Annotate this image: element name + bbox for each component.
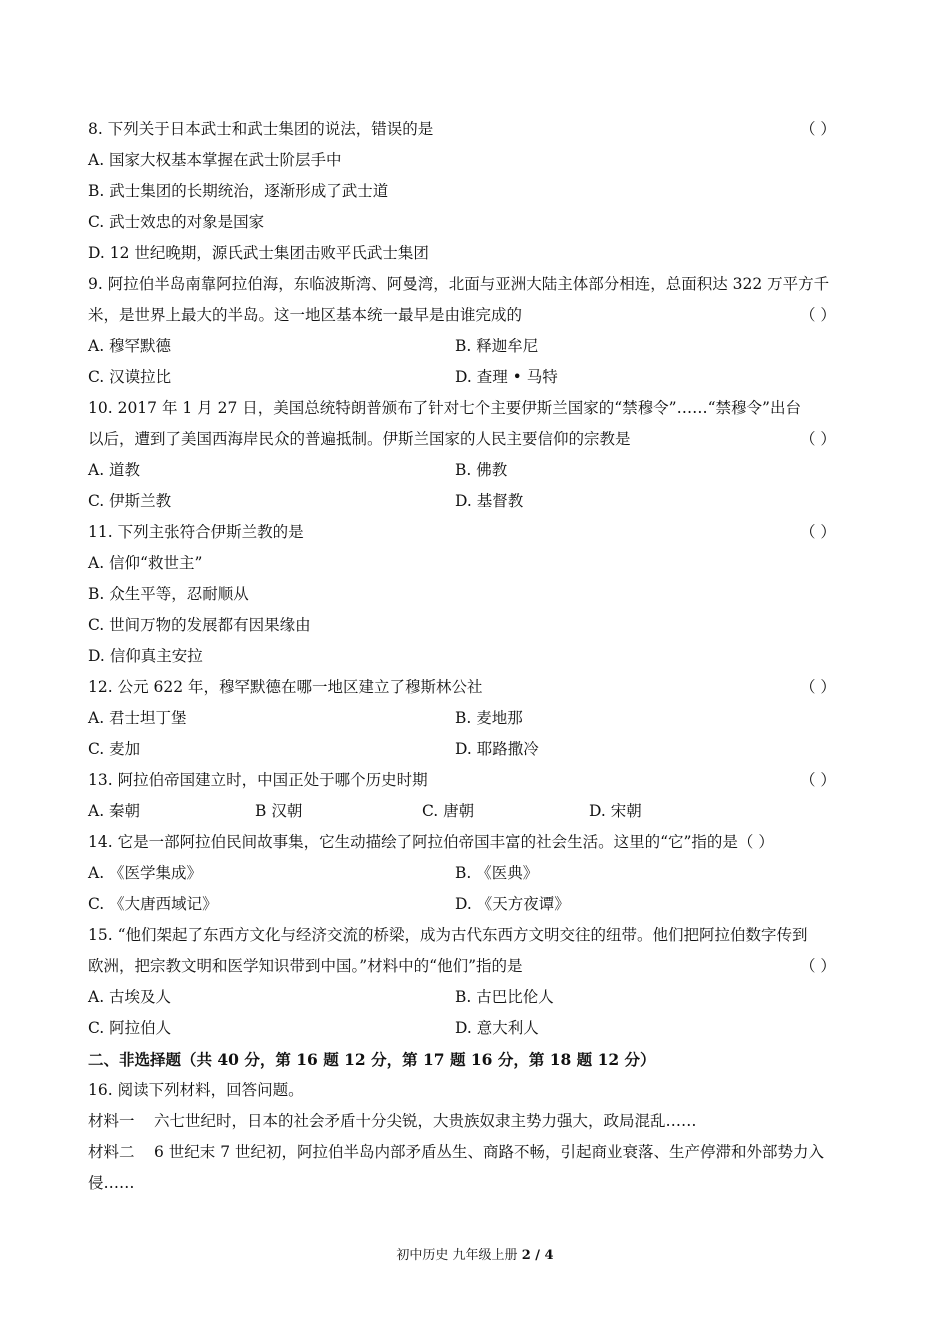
question-13-option-d[interactable]: D. 宋朝 — [589, 802, 642, 820]
question-14-option-c[interactable]: C. 《大唐西域记》 — [88, 895, 218, 913]
answer-blank[interactable]: （ ） — [800, 678, 836, 696]
question-12-option-b[interactable]: B. 麦地那 — [455, 709, 523, 727]
answer-blank[interactable]: （ ） — [800, 523, 836, 541]
question-10-option-c[interactable]: C. 伊斯兰教 — [88, 492, 172, 510]
question-11-option-a[interactable]: A. 信仰“救世主” — [88, 554, 203, 572]
question-14-option-a[interactable]: A. 《医学集成》 — [88, 864, 203, 882]
question-15-option-c[interactable]: C. 阿拉伯人 — [88, 1019, 172, 1037]
question-15-stem-line2: 欧洲，把宗教文明和医学知识带到中国。”材料中的“他们”指的是 （ ） — [88, 951, 864, 982]
question-15-option-a[interactable]: A. 古埃及人 — [88, 988, 172, 1006]
question-13-option-c[interactable]: C. 唐朝 — [422, 802, 475, 820]
question-15-option-d[interactable]: D. 意大利人 — [455, 1019, 539, 1037]
question-8-option-d[interactable]: D. 12 世纪晚期，源氏武士集团击败平氏武士集团 — [88, 244, 429, 262]
question-9-option-d[interactable]: D. 查理 • 马特 — [455, 368, 558, 386]
material-2-line1 — [88, 1137, 864, 1168]
question-14-options-row2 — [88, 889, 864, 920]
question-10-options-row2 — [88, 486, 864, 517]
question-12-options-row1 — [88, 703, 864, 734]
question-13-stem: 13. 阿拉伯帝国建立时，中国正处于哪个历史时期 （ ） — [88, 765, 864, 796]
question-12-option-d[interactable]: D. 耶路撒冷 — [455, 740, 539, 758]
answer-blank[interactable]: （ ） — [800, 771, 836, 789]
exam-page — [88, 114, 864, 1199]
question-13-options-row — [88, 796, 864, 827]
question-8-option-a[interactable]: A. 国家大权基本掌握在武士阶层手中 — [88, 151, 342, 169]
question-14-option-b[interactable]: B. 《医典》 — [455, 864, 539, 882]
question-11-option-b[interactable]: B. 众生平等，忍耐顺从 — [88, 585, 249, 603]
question-9-option-b[interactable]: B. 释迦牟尼 — [455, 337, 539, 355]
question-11-option-c[interactable]: C. 世间万物的发展都有因果缘由 — [88, 616, 311, 634]
question-9-option-c[interactable]: C. 汉谟拉比 — [88, 368, 172, 386]
answer-blank[interactable]: （ ） — [800, 957, 836, 975]
question-15-stem-line1: 15. “他们架起了东西方文化与经济交流的桥梁，成为古代东西方文明交往的纽带。他们把阿拉伯数字传到 — [88, 926, 808, 944]
question-12-stem: 12. 公元 622 年，穆罕默德在哪一地区建立了穆斯林公社 （ ） — [88, 672, 864, 703]
question-14-stem: 14. 它是一部阿拉伯民间故事集，它生动描绘了阿拉伯帝国丰富的社会生活。这里的“它”指的是（ ） — [88, 833, 774, 851]
question-9-stem-line2: 米，是世界上最大的半岛。这一地区基本统一最早是由谁完成的 （ ） — [88, 300, 864, 331]
question-13-option-a[interactable]: A. 秦朝 — [88, 802, 141, 820]
question-14-option-d[interactable]: D. 《天方夜谭》 — [455, 895, 570, 913]
question-12-option-c[interactable]: C. 麦加 — [88, 740, 141, 758]
question-15-option-b[interactable]: B. 古巴比伦人 — [455, 988, 554, 1006]
question-9-options-row2 — [88, 362, 864, 393]
question-10-option-a[interactable]: A. 道教 — [88, 461, 141, 479]
footer-subject: 初中历史 九年级上册 — [396, 1248, 518, 1263]
question-8-option-c[interactable]: C. 武士效忠的对象是国家 — [88, 213, 265, 231]
answer-blank[interactable]: （ ） — [800, 120, 836, 138]
material-2-label: 材料二 — [88, 1143, 135, 1161]
question-8-option-b[interactable]: B. 武士集团的长期统治，逐渐形成了武士道 — [88, 182, 389, 200]
question-11-option-d[interactable]: D. 信仰真主安拉 — [88, 647, 203, 665]
material-1-label: 材料一 — [88, 1112, 135, 1130]
question-10-stem-line1: 10. 2017 年 1 月 27 日，美国总统特朗普颁布了针对七个主要伊斯兰国家的“禁穆令”……“禁穆令”出台 — [88, 399, 801, 417]
page-number: 2 / 4 — [521, 1248, 554, 1263]
question-10-stem-line2: 以后，遭到了美国西海岸民众的普遍抵制。伊斯兰国家的人民主要信仰的宗教是 （ ） — [88, 424, 864, 455]
section-2-heading: 二、非选择题（共 40 分，第 16 题 12 分，第 17 题 16 分，第 18 题 12 分） — [88, 1050, 656, 1069]
question-10-options-row1 — [88, 455, 864, 486]
answer-blank[interactable]: （ ） — [800, 306, 836, 324]
question-12-option-a[interactable]: A. 君士坦丁堡 — [88, 709, 187, 727]
question-15-options-row2 — [88, 1013, 864, 1044]
question-9-options-row1 — [88, 331, 864, 362]
material-1 — [88, 1106, 864, 1137]
question-9-option-a[interactable]: A. 穆罕默德 — [88, 337, 172, 355]
question-13-option-b[interactable]: B 汉朝 — [255, 802, 303, 820]
material-2-text: 6 世纪末 7 世纪初，阿拉伯半岛内部矛盾丛生、商路不畅，引起商业衰落、生产停滞和外部势力入 — [154, 1143, 825, 1161]
question-10-option-d[interactable]: D. 基督教 — [455, 492, 524, 510]
question-14-options-row1 — [88, 858, 864, 889]
question-15-options-row1 — [88, 982, 864, 1013]
question-12-options-row2 — [88, 734, 864, 765]
page-footer — [0, 1244, 950, 1263]
material-1-text: 六七世纪时，日本的社会矛盾十分尖锐，大贵族奴隶主势力强大，政局混乱…… — [154, 1112, 697, 1130]
question-8-stem: 8. 下列关于日本武士和武士集团的说法，错误的是 （ ） — [88, 114, 864, 145]
material-2-line2: 侵…… — [88, 1174, 135, 1192]
question-16-stem: 16. 阅读下列材料，回答问题。 — [88, 1081, 304, 1099]
answer-blank[interactable]: （ ） — [800, 430, 836, 448]
question-11-stem: 11. 下列主张符合伊斯兰教的是 （ ） — [88, 517, 864, 548]
question-9-stem-line1: 9. 阿拉伯半岛南靠阿拉伯海，东临波斯湾、阿曼湾，北面与亚洲大陆主体部分相连，总面积达 322 万平方千 — [88, 275, 830, 293]
question-10-option-b[interactable]: B. 佛教 — [455, 461, 508, 479]
